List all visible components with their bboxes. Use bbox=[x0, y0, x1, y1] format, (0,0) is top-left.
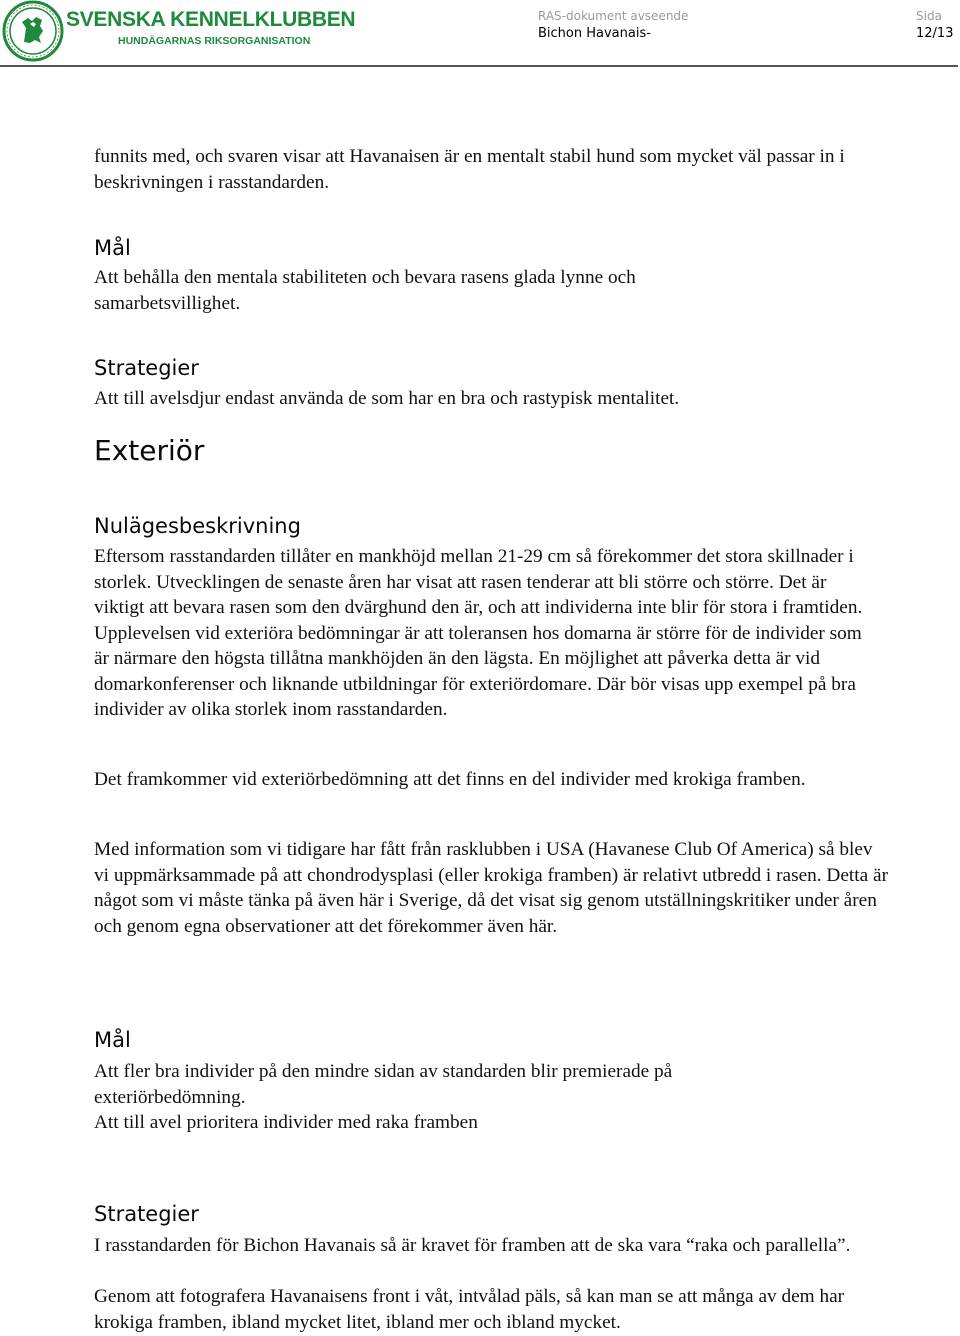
page-label: Sida bbox=[916, 9, 942, 23]
nulage-heading: Nulägesbeskrivning bbox=[94, 514, 301, 538]
mal-heading-exterior: Mål bbox=[94, 1028, 131, 1052]
skk-emblem-icon bbox=[2, 0, 64, 62]
page-number: 12/13 bbox=[916, 26, 954, 41]
strategier-heading-mental: Strategier bbox=[94, 356, 199, 380]
brand-name: SVENSKA KENNELKLUBBEN bbox=[66, 8, 356, 31]
page-header bbox=[0, 0, 960, 66]
framben-paragraph: Det framkommer vid exteriörbedömning att det finns en del individer med krokiga framben. bbox=[94, 769, 806, 790]
usa-paragraph: Med information som vi tidigare har fått från rasklubben i USA (Havanese Club Of America) så blev vi uppmärksammade på att chondrodysplasi (eller krokiga framben) är relativt utbredd i rasen. Detta är något som vi måste tänka på även här i Sverige, då det visat sig genom utställningskritiker under åren och genom egna observationer att det förekommer även här. bbox=[94, 839, 888, 937]
mal-text-mental: Att behålla den mentala stabiliteten och bevara rasens glada lynne och samarbetsvillighet. bbox=[94, 267, 636, 314]
brand-subtitle: HUNDÄGARNAS RIKSORGANISATION bbox=[118, 35, 311, 47]
nulage-paragraph: Eftersom rasstandarden tillåter en mankhöjd mellan 21-29 cm så förekommer det stora skillnader i storlek. Utvecklingen de senaste åren har visat att rasen tenderar att bli större och större. Det är viktigt att bevara rasen som den dvärghund den är, och att individerna inte blir för stora i framtiden. Upplevelsen vid exteriöra bedömningar är att toleransen hos domarna är större för de individer som är närmare den högsta tillåtna mankhöjden än den lägsta. En möjlighet att påverka detta är vid domarkonferenser och liknande utbildningar för exteriördomare. Där bör visas upp exempel på bra individer av olika storlek inom rasstandarden. bbox=[94, 546, 863, 720]
mal-heading-mental: Mål bbox=[94, 236, 131, 260]
document-breed: Bichon Havanais- bbox=[538, 26, 651, 41]
mal-text-exterior-1: Att fler bra individer på den mindre sidan av standarden blir premierade på exteriörbedömning. bbox=[94, 1061, 673, 1108]
strategier-text-exterior-1: I rasstandarden för Bichon Havanais så är kravet för framben att de ska vara “raka och parallella”. bbox=[94, 1235, 851, 1256]
strategier-heading-exterior: Strategier bbox=[94, 1202, 199, 1226]
intro-paragraph: funnits med, och svaren visar att Havanaisen är en mentalt stabil hund som mycket väl passar in i beskrivningen i rasstandarden. bbox=[94, 146, 845, 193]
document-label: RAS-dokument avseende bbox=[538, 9, 689, 23]
strategier-text-exterior-2: Genom att fotografera Havanaisens front i våt, intvålad päls, så kan man se att många av dem har krokiga framben, ibland mycket litet, ibland mer och ibland mycket. bbox=[94, 1286, 845, 1333]
section-heading-exterior: Exteriör bbox=[94, 434, 205, 467]
header-divider bbox=[0, 65, 958, 67]
mal-text-exterior-2: Att till avel prioritera individer med raka framben bbox=[94, 1112, 478, 1133]
strategier-text-mental: Att till avelsdjur endast använda de som har en bra och rastypisk mentalitet. bbox=[94, 388, 680, 409]
